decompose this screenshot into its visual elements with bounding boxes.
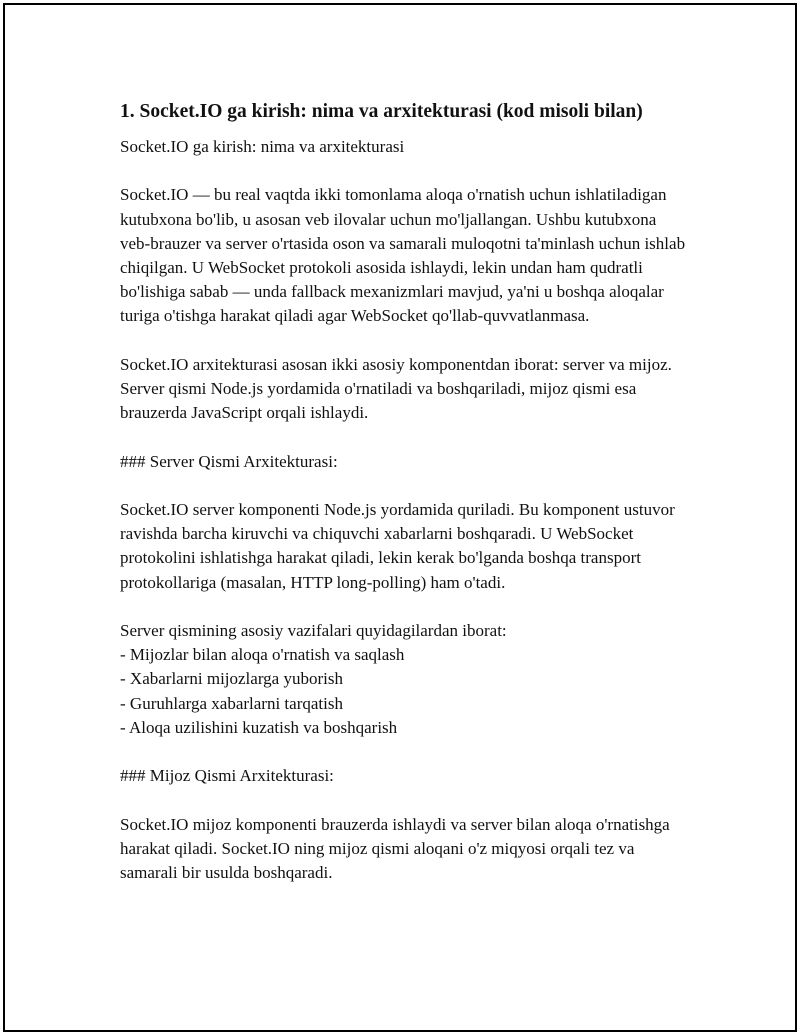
list-item: - Xabarlarni mijozlarga yuborish <box>120 669 343 689</box>
paragraph-gap <box>120 474 690 498</box>
architecture-paragraph: Socket.IO arxitekturasi asosan ikki asosiy komponentdan iborat: server va mijoz. Server qismi Node.js yordamida o'rnatiladi va boshqariladi, mijoz qismi esa brauzerda JavaScript orqali ishlaydi. <box>120 354 672 423</box>
document-content <box>120 98 690 885</box>
subtitle-paragraph: Socket.IO ga kirish: nima va arxitekturasi <box>120 137 405 156</box>
paragraph-gap <box>120 595 690 619</box>
document-page <box>3 3 797 1032</box>
paragraph-gap <box>120 740 690 764</box>
paragraph-gap <box>120 788 690 812</box>
server-section-heading: ### Server Qismi Arxitekturasi: <box>120 451 338 471</box>
paragraph-gap <box>120 425 690 449</box>
paragraph-gap <box>120 159 690 183</box>
list-item: - Aloqa uzilishini kuzatish va boshqarish <box>120 717 398 737</box>
server-paragraph: Socket.IO server komponenti Node.js yordamida quriladi. Bu komponent ustuvor ravishda barcha kiruvchi va chiquvchi xabarlarni boshqaradi. U WebSocket protokolini ishlatishga harakat qiladi, lekin kerak bo'lganda boshqa transport protokollariga (masalan, HTTP long-polling) ham o'tadi. <box>120 499 675 592</box>
client-paragraph: Socket.IO mijoz komponenti brauzerda ishlaydi va server bilan aloqa o'rnatishga harakat qiladi. Socket.IO ning mijoz qismi aloqani o'z miqyosi orqali tez va samarali bir usulda boshqaradi. <box>120 814 670 882</box>
list-item: - Guruhlarga xabarlarni tarqatish <box>120 693 343 713</box>
client-section-heading: ### Mijoz Qismi Arxitekturasi: <box>120 766 334 786</box>
server-tasks-list <box>120 643 690 740</box>
paragraph-gap <box>120 329 690 353</box>
document-heading: 1. Socket.IO ga kirish: nima va arxitekturasi (kod misoli bilan) <box>120 101 643 122</box>
server-tasks-intro: Server qismining asosiy vazifalari quyidagilardan iborat: <box>120 620 507 640</box>
intro-paragraph: Socket.IO — bu real vaqtda ikki tomonlama aloqa o'rnatish uchun ishlatiladigan kutubxona bo'lib, u asosan veb ilovalar uchun mo'ljallangan. Ushbu kutubxona veb-brauzer va server o'rtasida oson va samarali muloqotni ta'minlash uchun ishlab chiqilgan. U WebSocket protokoli asosida ishlaydi, lekin undan ham qudratli bo'lishiga sabab — unda fallback mexanizmlari mavjud, ya'ni u boshqa aloqalar turiga o'tishga harakat qiladi agar WebSocket qo'llab-quvvatlanmasa. <box>120 185 686 326</box>
list-item: - Mijozlar bilan aloqa o'rnatish va saqlash <box>120 645 405 665</box>
